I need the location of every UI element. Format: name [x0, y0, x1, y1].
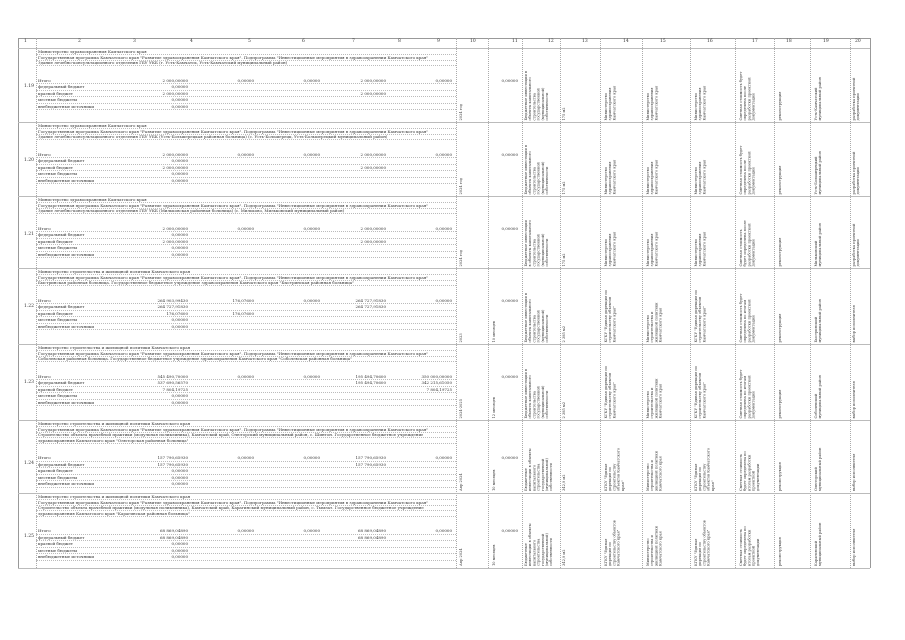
group-description-line: Министерство строительства и жилищной политики Камчатского края [38, 345, 191, 350]
funding-source-label: местные бюджеты [38, 393, 78, 399]
column-cell-text: Карагинский муниципальный район [814, 522, 823, 566]
funding-source-label: краевой бюджет [38, 90, 74, 96]
funding-amount: 0,00000 [171, 232, 188, 238]
funding-amount: 0,00000 [303, 151, 320, 157]
funding-row-rule [36, 467, 456, 468]
row-number: 1.25 [24, 534, 35, 539]
column-cell-text: Бюджетные инвестиции в объекты капитального строительства государственной (муниципальной) собственности [524, 448, 554, 491]
funding-amount: 0,00000 [171, 547, 188, 553]
funding-row-rule [36, 103, 456, 104]
funding-amount: 350 000,00000 [421, 373, 452, 379]
funding-amount: 0,00000 [171, 251, 188, 257]
funding-row-rule [36, 183, 456, 184]
funding-amount: 0,00000 [501, 77, 518, 83]
funding-amount: 264 727,91830 [355, 304, 386, 310]
funding-source-label: местные бюджеты [38, 474, 78, 480]
column-number: 2 [78, 39, 81, 44]
column-number: 15 [660, 39, 666, 44]
column-cell-text: Сметная стоимость будет определена по итогам разработки проектной документации [739, 293, 756, 342]
column-cell-text: реконструкция [778, 91, 782, 120]
funding-amount: 0,00000 [237, 528, 254, 533]
funding-amount: 2 000,00000 [162, 225, 188, 231]
funding-source-label: краевой бюджет [38, 310, 74, 316]
column-divider [560, 38, 561, 568]
column-cell-text: выбор исполнителя [852, 380, 856, 418]
column-divider [522, 38, 523, 568]
funding-amount: 7 804,19725 [426, 386, 452, 392]
funding-amount: 0,00000 [501, 373, 518, 379]
funding-amount: 0,00000 [171, 84, 188, 90]
column-cell-text: 2 385 м2 [562, 325, 566, 342]
column-cell-text: разработка проектной документации [852, 151, 861, 194]
column-divider [774, 38, 775, 568]
column-cell-text: реконструкция [778, 537, 782, 566]
column-cell-text: 2 385 м2 [562, 401, 566, 418]
column-cell-text: Сметная стоимость будет определена по итогам разработки проектной документации [739, 526, 760, 566]
group-description-line: здравоохранения Камчатского края "Олюторская районная больница" [38, 437, 189, 443]
funding-amount: 195 494,70600 [355, 373, 386, 379]
funding-row-rule [36, 244, 456, 245]
description-line-rule [36, 285, 456, 286]
column-divider [810, 38, 811, 568]
funding-row-rule [36, 540, 456, 541]
column-cell-text: 2024 год [459, 177, 463, 194]
column-cell-text: Сметная стоимость будет определена после разработки проектной документации [739, 145, 756, 194]
funding-source-label: краевой бюджет [38, 164, 74, 170]
column-cell-text: 2024-2025 [459, 398, 463, 418]
funding-source-label: внебюджетные источники [38, 399, 95, 405]
column-cell-text: КГКУ "Единая дирекция по строительству объектов Камчатского края" [604, 289, 617, 342]
column-cell-text: 10 месяцев [492, 320, 496, 342]
group-description-line: Здание лечебно-консультационного отделения ГБУ УКБ (Мильковская районная больница) (с. Мильково, Мильковский муниципальный район) [38, 208, 345, 213]
column-cell-text: КГКУ "Единая дирекция по строительству объектов Камчатского края" [694, 520, 711, 566]
funding-amount: 0,00000 [171, 323, 188, 329]
group-description-line: здравоохранения Камчатского края "Карагинская районная больница" [38, 510, 190, 516]
column-number: 18 [786, 39, 792, 44]
funding-amount: 0,00000 [171, 554, 188, 560]
funding-amount: 0,00000 [303, 297, 320, 303]
funding-source-label: федеральный бюджет [38, 84, 85, 90]
group-description-line: Государственная программа Камчатского края "Развитие здравоохранения Камчатского края". Подпрограмма "Инвестиционные мероприятия в здравоохранении Камчатского края" [38, 499, 429, 505]
funding-source-label: Итого [38, 373, 51, 379]
funding-source-label: внебюджетные источники [38, 177, 95, 183]
funding-row-rule [36, 329, 456, 330]
row-number: 1.22 [24, 303, 35, 309]
funding-row-rule [36, 157, 456, 158]
funding-amount: 0,00000 [171, 399, 188, 405]
funding-amount: 0,00000 [237, 77, 254, 83]
funding-row-rule [36, 251, 456, 252]
funding-source-label: Итого [38, 297, 51, 303]
funding-source-label: федеральный бюджет [38, 461, 85, 467]
group-description-line: Государственная программа Камчатского края "Развитие здравоохранения Камчатского края". Подпрограмма "Инвестиционные мероприятия в здравоохранении Камчатского края" [38, 426, 429, 432]
column-cell-text: Министерство здравоохранения Камчатского края [694, 85, 707, 120]
funding-amount: 0,00000 [171, 177, 188, 183]
funding-amount: 2 000,00000 [360, 225, 386, 231]
funding-source-label: внебюджетные источники [38, 554, 95, 560]
column-cell-text: КГКУ "Единая дирекция по строительству объектов Камчатского края" [604, 448, 625, 491]
column-cell-text: 10 месяцев [492, 469, 496, 491]
funding-amount: 157 790,65930 [157, 461, 188, 467]
funding-row-rule [36, 90, 456, 91]
column-cell-text: Сметная стоимость будет определена после разработки проектной документации [739, 71, 756, 120]
column-cell-text: разработка проектной документации [852, 77, 861, 120]
row-number: 1.24 [24, 461, 35, 466]
funding-amount: 0,00000 [501, 528, 518, 533]
row-number: 1.20 [24, 157, 35, 163]
funding-amount: 2 000,00000 [360, 77, 386, 83]
group-description-line: Здание лечебно-консультационного отделения ГБУ УКБ (г. Усть-Камчатск, Усть-Камчатский муниципальный район) [38, 60, 288, 65]
column-cell-text: реконструкция [778, 389, 782, 418]
column-number: 14 [623, 39, 629, 44]
group-description-line: Государственная программа Камчатского края "Развитие здравоохранения Камчатского края". Подпрограмма "Инвестиционные мероприятия в здравоохранении Камчатского края" [38, 350, 429, 356]
column-cell-text: КГКУ "Единая дирекция по строительству объектов Камчатского края" [604, 365, 617, 418]
column-cell-text: выбор исполнителя [852, 453, 856, 491]
funding-amount: 0,00000 [303, 528, 320, 533]
funding-source-label: местные бюджеты [38, 171, 78, 177]
funding-amount: 0,00000 [171, 468, 188, 474]
funding-row-rule [36, 109, 456, 110]
funding-amount: 0,00000 [303, 373, 320, 379]
funding-amount: 537 690,56570 [157, 380, 188, 386]
column-cell-text: Мильковский муниципальный район [814, 222, 823, 266]
funding-amount: 2 000,00000 [162, 164, 188, 170]
funding-amount: 0,00000 [171, 541, 188, 547]
column-cell-text: Быстринский муниципальный район [814, 298, 823, 342]
funding-amount: 0,00000 [435, 77, 452, 83]
column-cell-text: 175 м2 [562, 180, 566, 194]
column-cell-text: Министерство здравоохранения Камчатского края [694, 159, 707, 194]
funding-source-label: Итого [38, 455, 51, 460]
row-number: 1.21 [24, 231, 35, 237]
column-number: 5 [248, 39, 251, 44]
description-line-rule [36, 65, 456, 66]
column-cell-text: Министерство строительства и жилищной политики Камчатского края [646, 525, 663, 566]
column-cell-text: Апр 2024 [459, 473, 463, 491]
funding-amount: 157 790,65930 [355, 455, 386, 460]
funding-amount: 0,00000 [237, 373, 254, 379]
funding-amount: 195 494,70600 [355, 380, 386, 386]
funding-row-rule [36, 461, 456, 462]
column-number: 17 [752, 39, 758, 44]
description-line-rule [36, 361, 456, 362]
column-cell-text: Министерство строительства и жилищной политики Камчатского края [646, 450, 663, 491]
table-bottom-border [18, 568, 870, 569]
column-number: 11 [512, 39, 518, 44]
group-description-line: Быстринская районная больница. Государственное бюджетное учреждение здравоохранения Камчатского края "Быстринская районная больница" [38, 280, 354, 285]
funding-amount: 0,00000 [237, 225, 254, 231]
column-divider [735, 38, 736, 568]
funding-source-label: краевой бюджет [38, 386, 74, 392]
funding-row-rule [36, 231, 456, 232]
column-cell-text: КГКУ "Единая дирекция по строительству объектов Камчатского края" [604, 520, 621, 566]
funding-amount: 0,00000 [171, 393, 188, 399]
funding-amount: 0,00000 [303, 77, 320, 83]
group-description-line: Государственная программа Камчатского края "Развитие здравоохранения Камчатского края". Подпрограмма "Инвестиционные мероприятия в здравоохранении Камчатского края" [38, 274, 429, 280]
funding-amount: 264 727,91830 [157, 304, 188, 310]
funding-amount: 0,00000 [171, 245, 188, 251]
funding-source-label: местные бюджеты [38, 317, 78, 323]
funding-row-rule [36, 399, 456, 400]
column-cell-text: 342,9 м2 [562, 549, 566, 566]
funding-amount: 176,07600 [166, 310, 188, 316]
funding-row-rule [36, 560, 456, 561]
column-cell-text: Министерство здравоохранения Камчатского края [604, 231, 617, 266]
funding-row-rule [36, 553, 456, 554]
column-cell-text: 175 м2 [562, 106, 566, 120]
column-cell-text: Сметная стоимость будет определена по итогам разработки проектной документации [739, 369, 756, 418]
funding-row-rule [36, 177, 456, 178]
column-number: 19 [823, 39, 829, 44]
column-cell-text: Министерство здравоохранения Камчатского края [604, 159, 617, 194]
group-description-line: Строительство объекта врачебной практики (модульная поликлиника), Камчатский край, Карагинский муниципальный район, с. Тымлат. Государственное бюджетное учреждение [38, 505, 424, 510]
description-line-rule [36, 213, 456, 214]
funding-source-label: внебюджетные источники [38, 323, 95, 329]
funding-row-rule [36, 480, 456, 481]
column-cell-text: КГКУ "Единая дирекция по строительству объектов Камчатского края" [694, 448, 715, 491]
funding-amount: 0,00000 [171, 158, 188, 164]
funding-amount: 2 000,00000 [360, 90, 386, 96]
funding-amount: 68 869,04890 [358, 534, 386, 540]
column-cell-text: 12 месяцев [492, 396, 496, 418]
funding-source-label: федеральный бюджет [38, 158, 85, 164]
funding-source-label: краевой бюджет [38, 541, 74, 547]
column-number: 16 [707, 39, 713, 44]
funding-row-rule [36, 405, 456, 406]
column-number: 9 [437, 39, 440, 44]
column-cell-text: Бюджетные инвестиции в объекты капитального строительства государственной (муниципальной) собственности [524, 368, 550, 418]
column-number: 12 [548, 39, 554, 44]
funding-amount: 264 727,91830 [355, 297, 386, 303]
funding-source-label: федеральный бюджет [38, 534, 85, 540]
column-cell-text: Сметная стоимость будет определена после разработки проектной документации [739, 219, 756, 266]
funding-row-rule [36, 257, 456, 258]
funding-row-rule [36, 316, 456, 317]
funding-amount: 0,00000 [501, 151, 518, 157]
funding-source-label: местные бюджеты [38, 97, 78, 103]
column-cell-text: Апр 2024 [459, 548, 463, 566]
funding-row-rule [36, 303, 456, 304]
column-cell-text: 175 м2 [562, 252, 566, 266]
column-cell-text: реконструкция [778, 237, 782, 266]
column-divider [690, 38, 691, 568]
funding-amount: 2 000,00000 [162, 77, 188, 83]
column-cell-text: Сметная стоимость будет определена по итогам разработки проектной документации [739, 451, 760, 491]
column-number: 3 [133, 39, 136, 44]
funding-amount: 68 869,04890 [160, 528, 188, 533]
funding-amount: 0,00000 [303, 225, 320, 231]
column-cell-text: реконструкция [778, 165, 782, 194]
column-cell-text: Министерство строительства и жилищной политики Камчатского края [646, 301, 663, 342]
funding-source-label: краевой бюджет [38, 468, 74, 474]
column-cell-text: реконструкция [778, 462, 782, 491]
funding-amount: 0,00000 [501, 297, 518, 303]
column-number: 10 [470, 39, 476, 44]
column-divider [488, 38, 489, 568]
column-number: 1 [24, 39, 27, 44]
column-cell-text: Олюторский муниципальный район [814, 447, 823, 491]
funding-amount: 176,07600 [232, 297, 254, 303]
funding-amount: 157 790,65930 [157, 455, 188, 460]
funding-source-label: федеральный бюджет [38, 232, 85, 238]
column-number: 8 [398, 39, 401, 44]
column-divider [642, 38, 643, 568]
funding-amount: 342 215,61050 [421, 380, 452, 386]
column-cell-text: Министерство здравоохранения Камчатского края [646, 85, 659, 120]
funding-row-rule [36, 534, 456, 535]
funding-amount: 176,07600 [232, 310, 254, 316]
column-cell-text: выбор исполнителя [852, 528, 856, 566]
funding-amount: 0,00000 [501, 225, 518, 231]
column-cell-text: Бюджетные инвестиции в объекты капитального строительства государственной (муниципальной) собственности [524, 144, 550, 194]
column-divider [600, 38, 601, 568]
funding-amount: 2 000,00000 [360, 151, 386, 157]
funding-amount: 0,00000 [171, 97, 188, 103]
column-cell-text: Бюджетные инвестиции в объекты капитального строительства государственной (муниципальной) собственности [524, 523, 554, 566]
funding-row-rule [36, 392, 456, 393]
left-border [18, 38, 19, 568]
funding-row-rule [36, 323, 456, 324]
funding-amount: 0,00000 [237, 455, 254, 460]
group-description-line: Государственная программа Камчатского края "Развитие здравоохранения Камчатского края". Подпрограмма "Инвестиционные мероприятия в здравоохранении Камчатского края" [38, 128, 429, 134]
description-line-rule [36, 443, 456, 444]
column-number: 13 [582, 39, 588, 44]
funding-amount: 68 869,04890 [358, 528, 386, 533]
funding-row-rule [36, 238, 456, 239]
column-number: 6 [302, 39, 305, 44]
group-description-line: Министерство строительства и жилищной политики Камчатского края [38, 269, 191, 274]
row-number: 1.19 [24, 83, 35, 89]
funding-amount: 0,00000 [171, 103, 188, 109]
group-description-line: Строительство объекта врачебной практики (модульная поликлиника), Камчатский край, Олюторский муниципальный район, с. Шинтон. Государственное бюджетное учреждение [38, 432, 424, 437]
funding-row-rule [36, 487, 456, 488]
funding-row-rule [36, 379, 456, 380]
funding-source-label: местные бюджеты [38, 547, 78, 553]
column-cell-text: Министерство здравоохранения Камчатского края [604, 85, 617, 120]
column-number: 7 [352, 39, 355, 44]
column-cell-text: Бюджетные инвестиции в объекты капитального строительства государственной (муниципальной) собственности [524, 292, 550, 342]
column-divider [850, 38, 851, 568]
funding-source-label: Итого [38, 225, 51, 231]
group-description-line: Соболевская районная больница. Государственное бюджетное учреждение здравоохранения Камчатского края "Соболевская районная больница" [38, 356, 352, 361]
column-cell-text: 2024 год [459, 249, 463, 266]
group-description-line: Здание лечебно-консультационного отделения ГБУ УБК (Усть-Большерецкая районная больница) (с. Усть-Большерецк, Усть-Большерецкий муниципальный район) [38, 134, 388, 139]
funding-amount: 545 490,70000 [157, 373, 188, 379]
funding-amount: 2 000,00000 [162, 238, 188, 244]
funding-amount: 0,00000 [501, 455, 518, 460]
column-cell-text: разработка проектной документации [852, 223, 861, 266]
right-border [870, 38, 871, 568]
column-cell-text: Соболевский муниципальный район [814, 374, 823, 418]
funding-amount: 2 000,00000 [360, 238, 386, 244]
column-cell-text: 10 месяцев [492, 544, 496, 566]
column-cell-text: 342,9 м2 [562, 474, 566, 491]
column-cell-text: Министерство здравоохранения Камчатского края [646, 231, 659, 266]
column-cell-text: Усть-Большерецкий муниципальный район [814, 150, 823, 194]
description-line-rule [36, 516, 456, 517]
funding-row-rule [36, 83, 456, 84]
funding-source-label: краевой бюджет [38, 238, 74, 244]
funding-amount: 0,00000 [171, 481, 188, 487]
column-divider [456, 38, 457, 568]
funding-source-label: местные бюджеты [38, 245, 78, 251]
group-description-line: Министерство здравоохранения Камчатского края [38, 123, 147, 128]
row-number: 1.23 [24, 379, 35, 385]
funding-row-rule [36, 164, 456, 165]
description-line-rule [36, 139, 456, 140]
funding-amount: 0,00000 [171, 474, 188, 480]
funding-row-rule [36, 474, 456, 475]
funding-amount: 0,00000 [303, 455, 320, 460]
column-cell-text: Усть-Камчатский муниципальный район [814, 76, 823, 120]
group-description-line: Министерство здравоохранения Камчатского края [38, 197, 147, 202]
column-cell-text: реконструкция [778, 313, 782, 342]
group-description-line: Министерство строительства и жилищной политики Камчатского края [38, 421, 191, 426]
funding-row-rule [36, 96, 456, 97]
funding-amount: 0,00000 [171, 171, 188, 177]
funding-amount: 0,00000 [435, 151, 452, 157]
column-cell-text: выбор исполнителя [852, 304, 856, 342]
column-number: 20 [855, 39, 861, 44]
funding-amount: 2 000,00000 [162, 151, 188, 157]
funding-source-label: внебюджетные источники [38, 251, 95, 257]
column-number: 4 [190, 39, 193, 44]
column-cell-text: Министерство строительства и жилищной политики Камчатского края [646, 377, 663, 418]
group-description-line: Государственная программа Камчатского края "Развитие здравоохранения Камчатского края". Подпрограмма "Инвестиционные мероприятия в здравоохранении Камчатского края" [38, 54, 429, 60]
column-cell-text: Министерство здравоохранения Камчатского края [646, 159, 659, 194]
funding-amount: 0,00000 [435, 455, 452, 460]
group-description-line: Министерство здравоохранения Камчатского края [38, 49, 147, 54]
funding-amount: 68 869,04890 [160, 534, 188, 540]
funding-amount: 157 790,65930 [355, 461, 386, 467]
funding-row-rule [36, 547, 456, 548]
funding-row-rule [36, 386, 456, 387]
group-description-line: Государственная программа Камчатского края "Развитие здравоохранения Камчатского края". Подпрограмма "Инвестиционные мероприятия в здравоохранении Камчатского края" [38, 202, 429, 208]
column-cell-text: КГКУ "Единая дирекция по строительству объектов Камчатского края" [694, 289, 707, 342]
funding-amount: 0,00000 [435, 297, 452, 303]
funding-amount: 264 903,99430 [157, 297, 188, 303]
column-cell-text: Министерство здравоохранения Камчатского края [694, 231, 707, 266]
funding-source-label: внебюджетные источники [38, 103, 95, 109]
funding-source-label: Итого [38, 151, 51, 157]
funding-source-label: федеральный бюджет [38, 304, 85, 310]
funding-source-label: Итого [38, 77, 51, 83]
funding-amount: 0,00000 [435, 528, 452, 533]
funding-source-label: внебюджетные источники [38, 481, 95, 487]
column-cell-text: 2023 [459, 332, 463, 342]
funding-amount: 0,00000 [237, 151, 254, 157]
funding-amount: 2 000,00000 [162, 90, 188, 96]
funding-source-label: федеральный бюджет [38, 380, 85, 386]
funding-source-label: Итого [38, 528, 51, 533]
funding-amount: 7 804,19725 [162, 386, 188, 392]
funding-amount: 2 000,00000 [360, 164, 386, 170]
column-cell-text: КГКУ "Единая дирекция по строительству объектов Камчатского края" [694, 365, 707, 418]
column-cell-text: 2024 год [459, 103, 463, 120]
column-cell-text: Бюджетные инвестиции в объекты капитального строительства государственной (муниципальной) собственности [524, 70, 550, 120]
funding-row-rule [36, 170, 456, 171]
funding-amount: 0,00000 [435, 225, 452, 231]
funding-amount: 0,00000 [171, 317, 188, 323]
column-cell-text: Бюджетные инвестиции в объекты капитального строительства государственной (муниципальной) собственности [524, 219, 550, 266]
group-description-line: Министерство строительства и жилищной политики Камчатского края [38, 494, 191, 499]
